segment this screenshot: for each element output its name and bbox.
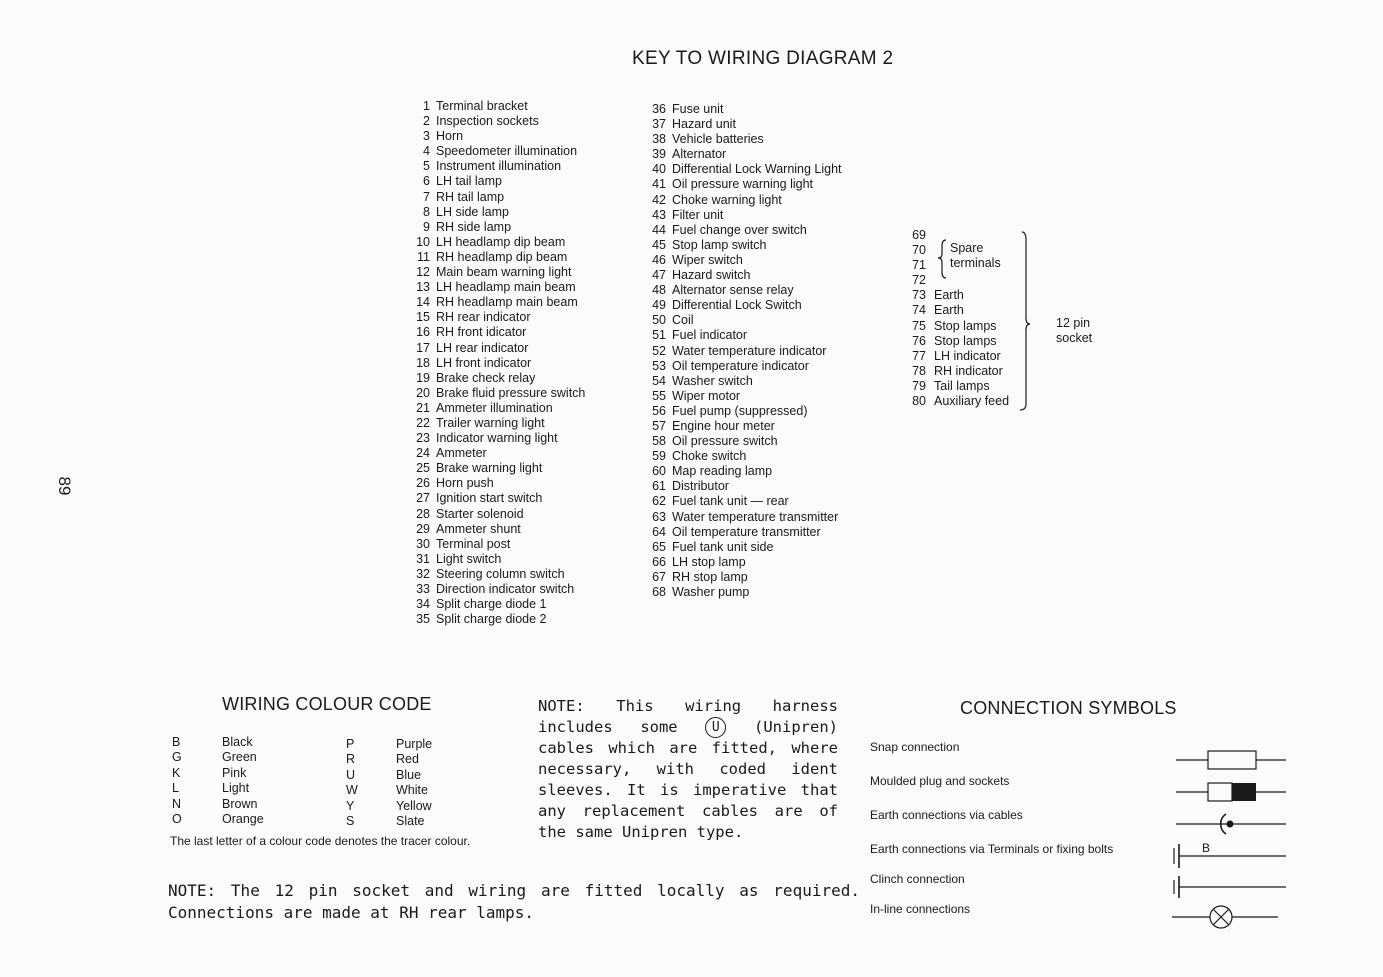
key-item-number: 36 (652, 102, 666, 116)
key-item-number: 30 (416, 536, 430, 551)
colour-entry (346, 768, 432, 783)
key-item-label: RH side lamp (436, 219, 512, 234)
key-item-number: 65 (652, 539, 666, 554)
key-item-label: RH headlamp main beam (436, 295, 578, 310)
colour-letter: Y (346, 798, 355, 813)
earth-cable-label: Earth connections via cables (870, 808, 1023, 822)
key-item-label: Inspection sockets (436, 114, 539, 129)
page-number: 89 (55, 476, 74, 496)
key-item-label: Alternator (672, 147, 727, 162)
page-title: KEY TO WIRING DIAGRAM 2 (632, 48, 894, 69)
colour-letter: O (172, 812, 182, 827)
key-item-label: Terminal post (436, 536, 511, 551)
key-item-number: 70 (912, 243, 926, 258)
key-item-number: 4 (423, 144, 430, 159)
key-item-number: 75 (912, 318, 926, 333)
colour-entry (346, 737, 432, 752)
key-item-label: Water temperature transmitter (672, 509, 839, 524)
unipren-note (538, 696, 838, 843)
colour-name: Slate (396, 814, 425, 829)
key-item-number: 15 (416, 310, 430, 325)
colour-entry (172, 797, 264, 812)
colour-letter: P (346, 737, 355, 751)
colour-letter: R (346, 752, 356, 767)
key-item-number: 24 (416, 446, 430, 461)
key-item-number: 48 (652, 283, 666, 298)
key-item-label: Oil temperature transmitter (672, 524, 821, 539)
tracer-note: The last letter of a colour code denotes the tracer colour. (170, 834, 471, 848)
earth-cable-icon (1176, 814, 1286, 834)
colour-letter: U (346, 767, 356, 782)
note-heading: NOTE: (538, 697, 585, 715)
colour-code-title: WIRING COLOUR CODE (222, 694, 432, 714)
earth-terminal-label: Earth connections via Terminals or fixing bolts (870, 842, 1114, 856)
key-item-label: Stop lamps (934, 318, 997, 333)
key-item-number: 44 (652, 222, 666, 237)
colour-entry (172, 812, 264, 827)
key-item-label: RH headlamp dip beam (436, 249, 568, 264)
key-item-label: Split charge diode 1 (436, 597, 547, 612)
key-item-number: 43 (652, 207, 666, 222)
colour-name: Light (222, 781, 250, 796)
key-item-number: 78 (912, 363, 926, 378)
key-item-number: 72 (912, 273, 926, 288)
key-item-number: 20 (416, 385, 430, 400)
key-item-label: Hazard switch (672, 268, 751, 283)
key-item-number: 19 (416, 370, 430, 385)
key-item-number: 41 (652, 177, 666, 192)
key-item-number: 7 (423, 189, 430, 204)
key-item-number: 35 (416, 612, 430, 627)
earth-terminal-icon (1174, 841, 1286, 868)
key-item-number: 80 (912, 394, 926, 409)
key-item-label: RH front idicator (436, 325, 527, 340)
colour-entry (346, 814, 432, 829)
spare-bracket (938, 240, 946, 278)
key-item-label: Oil temperature indicator (672, 358, 809, 373)
colour-entry (346, 752, 432, 767)
key-item-label: Ignition start switch (436, 491, 543, 506)
colour-name: Blue (396, 767, 422, 782)
key-item-label: Vehicle batteries (672, 132, 764, 147)
colour-name: Yellow (396, 798, 432, 813)
key-item-label: Ammeter (436, 446, 487, 461)
key-item-number: 61 (652, 479, 666, 494)
key-item-label: LH headlamp dip beam (436, 234, 566, 249)
key-item-number: 29 (416, 521, 430, 536)
key-item-label: Coil (672, 313, 694, 328)
key-item-number: 9 (423, 219, 430, 234)
colour-letter: S (346, 814, 355, 829)
key-item-number: 49 (652, 298, 666, 313)
key-item-label: Starter solenoid (436, 506, 524, 521)
key-item-label: Terminal bracket (436, 99, 528, 113)
key-item-label: Alternator sense relay (672, 283, 794, 298)
colour-name: Purple (396, 737, 433, 751)
earth-terminal-letter: B (1202, 841, 1211, 855)
key-item-number: 62 (652, 494, 666, 509)
key-item-number: 39 (652, 147, 666, 162)
key-item-number: 13 (416, 280, 430, 295)
key-item-label: Choke warning light (672, 192, 782, 207)
key-item-number: 16 (416, 325, 430, 340)
key-item-label: Fuel pump (suppressed) (672, 403, 808, 418)
colour-entry (346, 799, 432, 814)
colour-entry (172, 781, 264, 796)
colour-entry (172, 766, 264, 781)
note-text-a: This wiring harness includes some (538, 697, 838, 736)
connection-symbols-title: CONNECTION SYMBOLS (960, 698, 1177, 718)
key-item-number: 63 (652, 509, 666, 524)
colour-name: Black (222, 735, 253, 749)
colour-list-left (172, 735, 264, 827)
key-item-label: Fuse unit (672, 102, 724, 116)
key-item-number: 2 (423, 114, 430, 129)
key-item-number: 58 (652, 434, 666, 449)
key-item-label: Fuel tank unit — rear (672, 494, 789, 509)
key-item-label: Oil pressure warning light (672, 177, 814, 192)
key-item-number: 59 (652, 449, 666, 464)
key-item-number: 25 (416, 461, 430, 476)
colour-letter: N (172, 796, 182, 811)
key-item-label: Light switch (436, 551, 502, 566)
key-item-number: 8 (423, 204, 430, 219)
note-text-b: (Unipren) cables which are fitted, where necessary, with coded ident sleeves. It is imperative that any replacement cables are of the same Unipren type. (538, 718, 838, 841)
colour-entry (346, 783, 432, 798)
clinch-connection-label: Clinch connection (870, 872, 965, 886)
key-item-label: Instrument illumination (436, 159, 562, 174)
key-item-number: 73 (912, 288, 926, 303)
key-item-number: 12 (416, 265, 430, 280)
key-item-number: 22 (416, 415, 430, 430)
key-item-number: 33 (416, 582, 430, 596)
key-item-label: Earth (934, 288, 964, 303)
key-item-number: 40 (652, 162, 666, 177)
key-item-label: RH stop lamp (672, 569, 748, 584)
key-item-label: Auxiliary feed (934, 394, 1010, 409)
key-item-label: LH rear indicator (436, 340, 529, 355)
connection-symbol-drawings (1160, 740, 1290, 940)
key-item-label: Engine hour meter (672, 418, 775, 433)
colour-name: Orange (222, 812, 264, 827)
unipren-symbol-letter: U (711, 720, 720, 735)
key-item-label: Trailer warning light (436, 415, 545, 430)
snap-connection-label: Snap connection (870, 740, 960, 754)
moulded-plug-icon (1176, 783, 1286, 801)
socket-note (168, 880, 860, 924)
socket-bracket (1020, 232, 1030, 410)
key-item-number: 57 (652, 418, 666, 433)
key-item-label: Oil pressure switch (672, 434, 778, 449)
key-item-number: 71 (912, 258, 926, 273)
key-item-number: 67 (652, 569, 666, 584)
key-item-label: Washer pump (672, 585, 750, 599)
inline-connection-icon (1172, 906, 1278, 928)
note2-heading: NOTE: (168, 881, 217, 900)
spare-label-line-1: Spare (950, 241, 984, 255)
key-item-label: Brake fluid pressure switch (436, 385, 586, 400)
key-item-label: Speedometer illumination (436, 144, 578, 159)
key-item-label: Direction indicator switch (436, 582, 575, 596)
key-item-label: Map reading lamp (672, 464, 773, 479)
clinch-connection-icon (1174, 876, 1286, 898)
key-item-label: Choke switch (672, 449, 747, 464)
key-item-number: 32 (416, 566, 430, 581)
key-item-number: 6 (423, 174, 430, 189)
key-item-label: Brake check relay (436, 370, 536, 385)
key-item-number: 47 (652, 268, 666, 283)
key-item-number: 55 (652, 388, 666, 403)
key-item-number: 68 (652, 585, 666, 599)
key-item-number: 66 (652, 554, 666, 569)
key-item-label: RH indicator (934, 363, 1003, 378)
snap-connection-icon (1176, 751, 1286, 769)
key-item-label: LH indicator (934, 348, 1001, 363)
key-item-label: Stop lamp switch (672, 237, 767, 252)
colour-letter: W (346, 783, 358, 798)
key-item-label: Fuel tank unit side (672, 539, 774, 554)
key-item-number: 11 (417, 249, 430, 264)
key-item-number: 31 (416, 551, 430, 566)
key-item-label: Indicator warning light (436, 431, 558, 446)
colour-entry (172, 735, 264, 750)
key-item-label: Washer switch (672, 373, 753, 388)
socket-label-line-1: 12 pin (1056, 316, 1091, 330)
key-item-label: Differential Lock Warning Light (672, 162, 842, 177)
key-item-number: 76 (912, 333, 926, 348)
key-item-number: 50 (652, 313, 666, 328)
colour-name: Pink (222, 765, 247, 780)
key-item-label: Brake warning light (436, 461, 543, 476)
key-item-label: Steering column switch (436, 566, 565, 581)
key-item-number: 51 (652, 328, 666, 343)
key-item-label: Differential Lock Switch (672, 298, 802, 313)
key-item-label: Ammeter illumination (436, 400, 553, 415)
key-item-label: Filter unit (672, 207, 724, 222)
key-item-label: Distributor (672, 479, 729, 494)
key-item-label: Horn (436, 129, 464, 144)
key-item-label: LH stop lamp (672, 554, 746, 569)
key-item-label: Split charge diode 2 (436, 612, 547, 627)
key-item-label: Fuel change over switch (672, 222, 807, 237)
spare-label-line-2: terminals (950, 256, 1001, 270)
inline-connection-label: In-line connections (870, 902, 971, 916)
unipren-symbol-icon (705, 717, 726, 738)
key-item-number: 17 (416, 340, 430, 355)
key-item-label: Tail lamps (934, 378, 990, 393)
key-item-number: 1 (423, 99, 430, 113)
key-item-label: Fuel indicator (672, 328, 748, 343)
key-item-number: 46 (652, 252, 666, 267)
key-item-number: 42 (652, 192, 666, 207)
key-item-number: 28 (416, 506, 430, 521)
colour-name: Red (396, 752, 419, 767)
key-item-number: 53 (652, 358, 666, 373)
key-item-number: 60 (652, 464, 666, 479)
key-item-label: LH side lamp (436, 204, 509, 219)
key-item-label: Horn push (436, 476, 494, 491)
key-item-number: 21 (416, 400, 430, 415)
colour-list-right (346, 737, 432, 829)
key-item-number: 10 (416, 234, 430, 249)
key-item-label: Ammeter shunt (436, 521, 521, 536)
key-item-label: LH tail lamp (436, 174, 502, 189)
key-item-label: Wiper switch (672, 252, 743, 267)
key-item-number: 74 (912, 303, 926, 318)
key-item-number: 79 (912, 378, 926, 393)
key-item-number: 56 (652, 403, 666, 418)
colour-letter: K (172, 765, 181, 780)
key-item-number: 3 (423, 129, 430, 144)
colour-letter: B (172, 735, 181, 749)
colour-letter: L (172, 781, 179, 796)
key-item-number: 34 (416, 597, 430, 612)
colour-name: White (396, 783, 428, 798)
key-item-number: 64 (652, 524, 666, 539)
key-item-number: 54 (652, 373, 666, 388)
key-item-number: 52 (652, 343, 666, 358)
key-item-number: 26 (416, 476, 430, 491)
key-item-number: 77 (912, 348, 926, 363)
key-item-number: 69 (912, 228, 926, 242)
key-item-label: RH rear indicator (436, 310, 531, 325)
key-item-number: 18 (416, 355, 430, 370)
key-item-number: 45 (652, 237, 666, 252)
key-item-number: 5 (423, 159, 430, 174)
key-item-number: 27 (416, 491, 430, 506)
key-item-number: 38 (652, 132, 666, 147)
note2-text: The 12 pin socket and wiring are fitted locally as required. Connections are made at RH rear lamps. (168, 881, 860, 922)
colour-letter: G (172, 750, 182, 765)
key-item-label: Stop lamps (934, 333, 997, 348)
key-item-label: Main beam warning light (436, 265, 572, 280)
socket-label-line-2: socket (1056, 331, 1093, 345)
key-item-label: LH front indicator (436, 355, 532, 370)
colour-name: Brown (222, 796, 258, 811)
moulded-plug-label: Moulded plug and sockets (870, 774, 1010, 788)
key-item-number: 14 (416, 295, 430, 310)
key-item-number: 23 (416, 431, 430, 446)
colour-entry (172, 750, 264, 765)
key-item-label: RH tail lamp (436, 189, 505, 204)
key-item-label: Wiper motor (672, 388, 741, 403)
key-item-label: Hazard unit (672, 117, 736, 132)
key-item-label: Earth (934, 303, 964, 318)
key-item-label: Water temperature indicator (672, 343, 827, 358)
key-item-label: LH headlamp main beam (436, 280, 576, 295)
key-item-number: 37 (652, 117, 666, 132)
colour-name: Green (222, 750, 257, 765)
